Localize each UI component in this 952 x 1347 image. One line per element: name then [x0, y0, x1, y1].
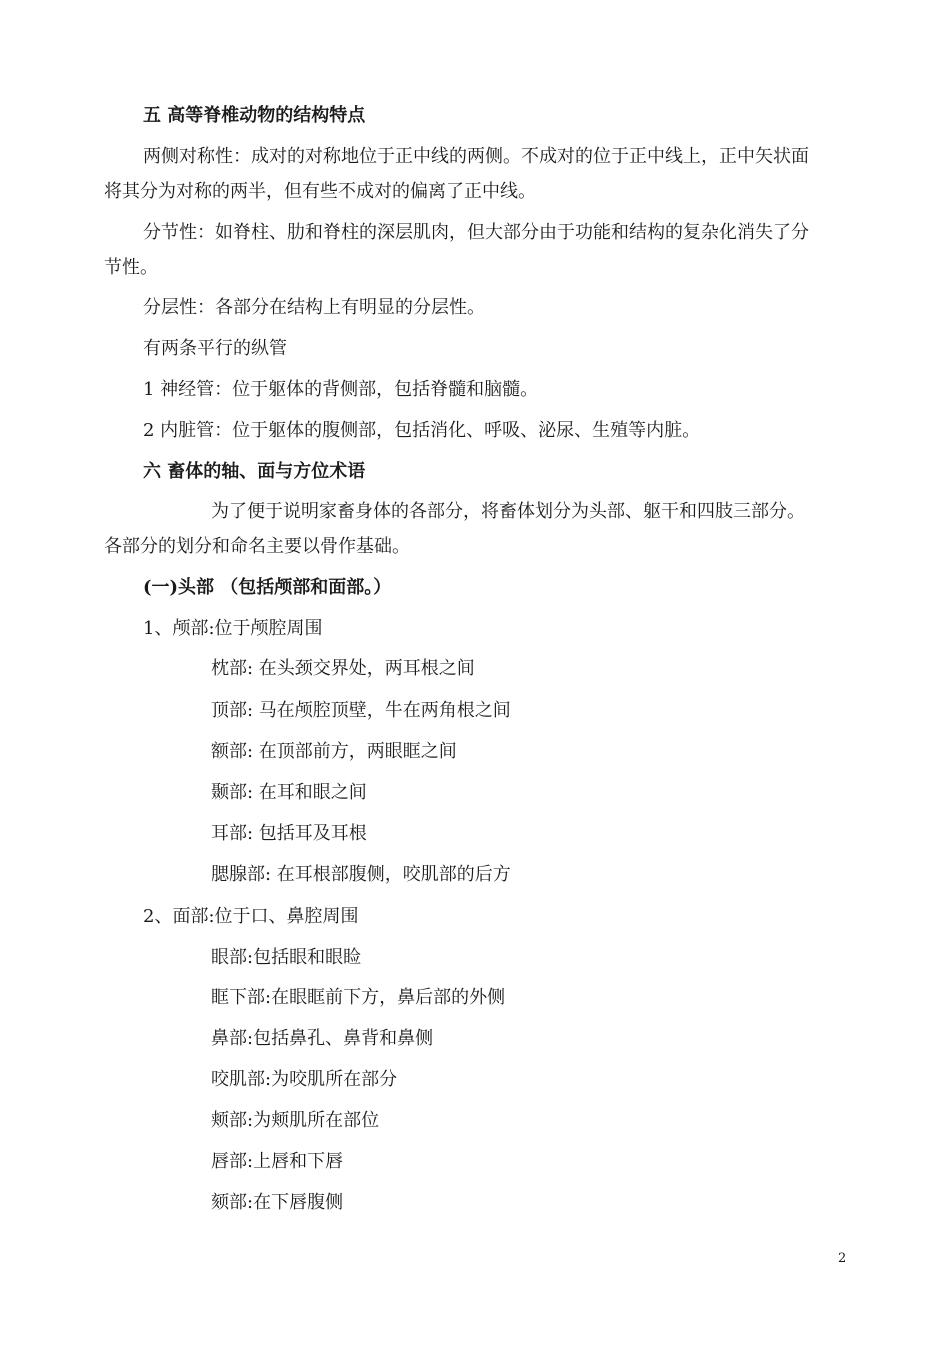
cranial-item: 额部: 在顶部前方，两眼眶之间: [211, 741, 457, 762]
face-item: 鼻部:包括鼻孔、鼻背和鼻侧: [211, 1028, 434, 1049]
cranial-item: 耳部: 包括耳及耳根: [211, 823, 367, 844]
paragraph-body-division-line1: 为了便于说明家畜身体的各部分，将畜体划分为头部、躯干和四肢三部分。: [211, 501, 805, 522]
face-item: 颏部:在下唇腹侧: [211, 1192, 344, 1213]
section-6-heading: 六 畜体的轴、面与方位术语: [143, 461, 366, 482]
face-item: 眶下部:在眼眶前下方，鼻后部的外侧: [211, 987, 506, 1008]
paragraph-visceral-tube: 2 内脏管：位于躯体的腹侧部，包括消化、呼吸、泌尿、生殖等内脏。: [143, 420, 701, 441]
face-item: 唇部:上唇和下唇: [211, 1151, 344, 1172]
cranial-item: 颞部: 在耳和眼之间: [211, 782, 367, 803]
cranial-item: 腮腺部: 在耳根部腹侧，咬肌部的后方: [211, 864, 511, 885]
page-number: 2: [838, 1251, 847, 1266]
face-heading: 2、面部:位于口、鼻腔周围: [143, 906, 359, 927]
cranial-item: 枕部: 在头颈交界处，两耳根之间: [211, 658, 475, 679]
cranial-heading: 1、颅部:位于颅腔周围: [143, 618, 323, 639]
face-item: 颊部:为颊肌所在部位: [211, 1110, 380, 1131]
paragraph-segmentation-line2: 节性。: [104, 257, 158, 278]
paragraph-segmentation-line1: 分节性：如脊柱、肋和脊柱的深层肌肉，但大部分由于功能和结构的复杂化消失了分: [143, 222, 809, 243]
head-subheading: (一)头部 （包括颅部和面部。）: [143, 577, 392, 598]
face-item: 眼部:包括眼和眼睑: [211, 947, 362, 968]
paragraph-layering: 分层性：各部分在结构上有明显的分层性。: [143, 297, 485, 318]
paragraph-bilateral-line1: 两侧对称性：成对的对称地位于正中线的两侧。不成对的位于正中线上，正中矢状面: [143, 146, 809, 167]
paragraph-tubes: 有两条平行的纵管: [143, 338, 287, 359]
section-5-heading: 五 高等脊椎动物的结构特点: [143, 105, 366, 126]
paragraph-body-division-line2: 各部分的划分和命名主要以骨作基础。: [104, 536, 410, 557]
face-item: 咬肌部:为咬肌所在部分: [211, 1069, 398, 1090]
paragraph-bilateral-line2: 将其分为对称的两半，但有些不成对的偏离了正中线。: [104, 181, 536, 202]
cranial-item: 顶部: 马在颅腔顶壁，牛在两角根之间: [211, 700, 511, 721]
paragraph-neural-tube: 1 神经管：位于躯体的背侧部，包括脊髓和脑髓。: [143, 379, 539, 400]
